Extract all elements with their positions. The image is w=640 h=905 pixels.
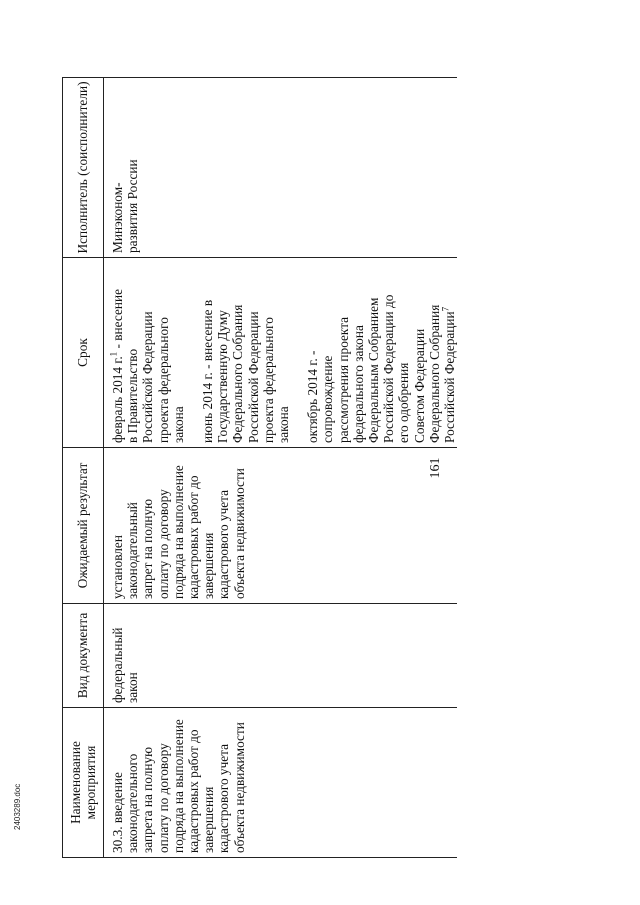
footnote-7-marker: 7	[440, 306, 451, 312]
header-executor: Исполнитель (соисполнители)	[63, 78, 104, 258]
footer-doc-id: 2403289.doc	[13, 783, 22, 830]
header-row	[63, 78, 104, 858]
footnote-1-marker: 1	[108, 351, 119, 357]
term-1-text	[110, 262, 186, 443]
header-name: Наименование мероприятия	[63, 708, 104, 858]
measure-name-text: 30.3. введение законодательного запрета на полную оплату по договору подряда на выполнение кадастровых работ до завершения кадастрового учета объекта недвижимости	[110, 719, 247, 853]
term-1-rest: - внесение в Правительство Российской Федерации проекта федерального закона	[110, 289, 186, 443]
doc-type-text: федеральный закон	[110, 627, 141, 703]
header-result: Ожидаемый результат	[63, 448, 104, 604]
measures-table	[62, 77, 457, 858]
cell-result	[104, 448, 458, 604]
cell-executor	[104, 78, 458, 258]
page-number: 161	[428, 457, 443, 479]
header-doc-type: Вид документа	[63, 604, 104, 708]
result-text: установлен законодательный запрет на полную оплату по договору подряда на выполнение кадастровых работ до завершения кадастрового учета объекта недвижимости	[110, 465, 247, 599]
table-row	[104, 78, 458, 858]
cell-name	[104, 708, 458, 858]
term-3-body: октябрь 2014 г. - сопровождение рассмотрения проекта федерального закона Федеральным Собранием Российской Федерации до его одобрения Советом Федерации Федерального Собрания Российской Федерации	[305, 294, 458, 443]
term-2-text: июнь 2014 г. - внесение в Государственную Думу Федерального Собрания Российской Федерации проекта федерального закона	[200, 299, 292, 443]
term-1-date: февраль 2014 г.	[110, 356, 125, 443]
rotated-content	[62, 78, 532, 858]
header-term: Срок	[63, 258, 104, 448]
executor-text: Минэконом- развития России	[110, 159, 141, 253]
cell-term	[104, 258, 458, 448]
cell-doc-type	[104, 604, 458, 708]
